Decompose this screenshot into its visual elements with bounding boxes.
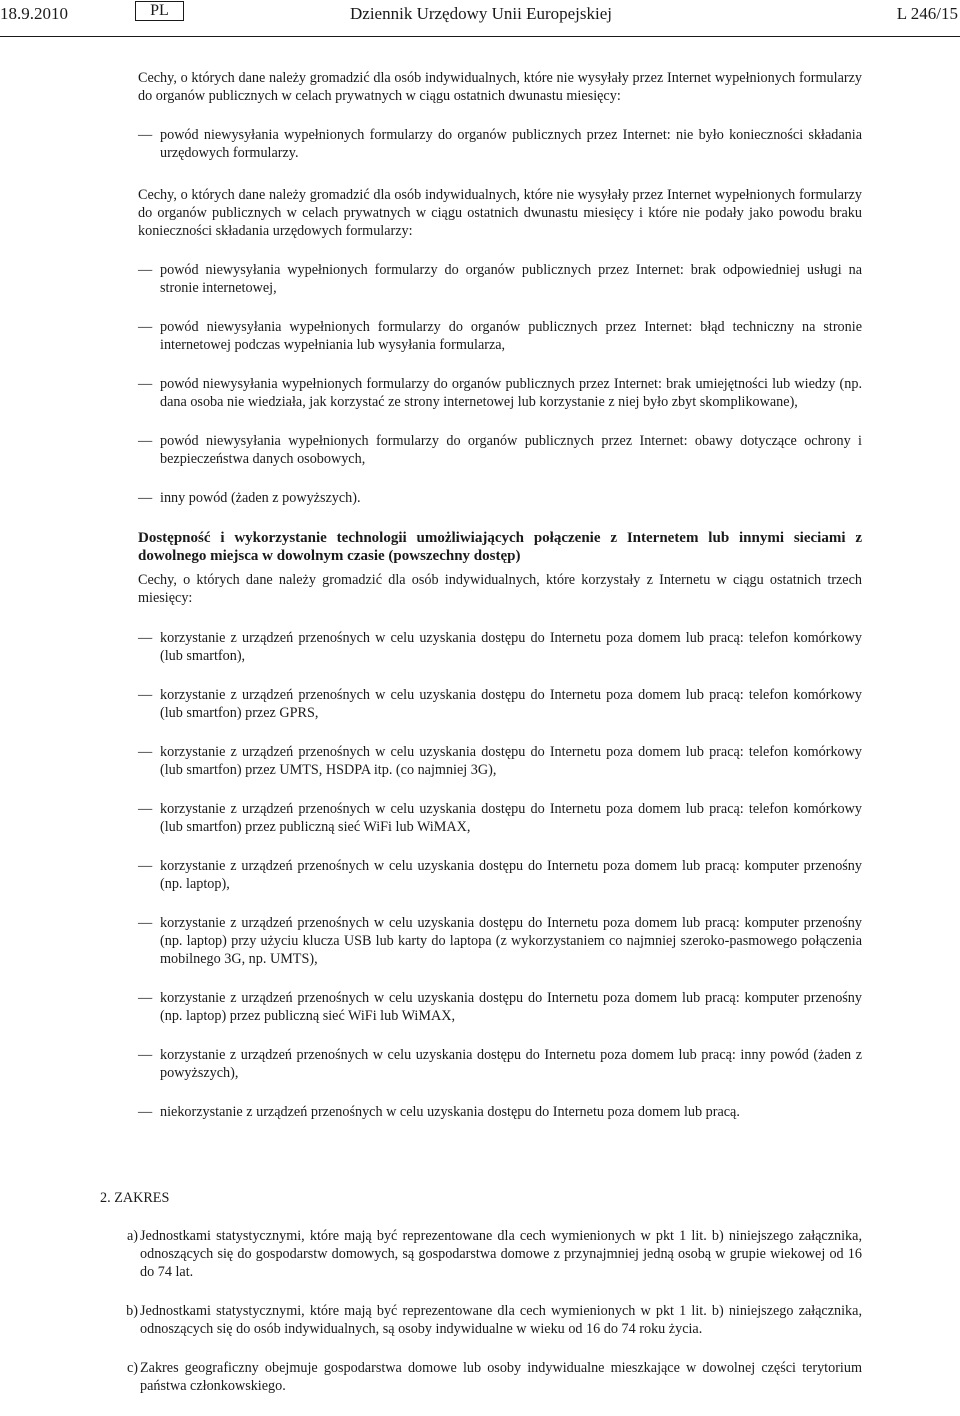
scope-item [100, 1227, 862, 1281]
list-item-text: korzystanie z urządzeń przenośnych w celu uzyskania dostępu do Internetu poza domem lub pracą: telefon komórkowy (lub smartfon) przez GPRS, [160, 687, 862, 721]
scope-item-text: Jednostkami statystycznymi, które mają być reprezentowane dla cech wymienionych w pkt 1 lit. b) niniejszego załącznika, odnoszących się do gospodarstw domowych, są gospodarstwa domowe z przynajmniej jedną osobą w grupie wiekowej od 16 do 74 lat. [140, 1228, 862, 1280]
list-item [138, 743, 862, 779]
dash-marker: — [138, 801, 153, 817]
list-item-text: niekorzystanie z urządzeń przenośnych w celu uzyskania dostępu do Internetu poza domem lub pracą. [160, 1104, 740, 1120]
dash-marker: — [138, 1104, 153, 1120]
dash-marker: — [138, 744, 153, 760]
list-item-text: korzystanie z urządzeń przenośnych w celu uzyskania dostępu do Internetu poza domem lub pracą: komputer przenośny (np. laptop) przy użyciu klucza USB lub karty do laptopa (z wykorzystaniem co najmniej szeroko-pasmowego połączenia mobilnego 3G, np. UMTS), [160, 915, 862, 967]
journal-title: Dziennik Urzędowy Unii Europejskiej [350, 4, 613, 23]
list-item-text: powód niewysyłania wypełnionych formularzy do organów publicznych przez Internet: nie było konieczności składania urzędowych formularzy. [160, 127, 862, 161]
dash-marker: — [138, 687, 153, 703]
list-item [138, 261, 862, 297]
section-heading: Dostępność i wykorzystanie technologii umożliwiających połączenie z Internetem lub innymi sieciami z dowolnego miejsca w dowolnym czasie (powszechny dostęp) [138, 530, 862, 564]
dash-marker: — [138, 127, 153, 143]
dash-marker: — [138, 376, 153, 392]
list-item [138, 857, 862, 893]
list-item [138, 432, 862, 468]
scope-item-label: b) [126, 1303, 138, 1319]
scope-item-label: a) [126, 1228, 138, 1244]
scope-item-text: Jednostkami statystycznymi, które mają być reprezentowane dla cech wymienionych w pkt 1 lit. b) niniejszego załącznika, odnoszących się do osób indywidualnych, są osoby indywidualne w wieku od 16 do 74 roku życia. [140, 1303, 862, 1337]
dash-marker: — [138, 490, 153, 506]
list-item-text: powód niewysyłania wypełnionych formularzy do organów publicznych przez Internet: błąd techniczny na stronie internetowej podczas wypełniania lub wysyłania formularza, [160, 319, 862, 353]
list-item-text: powód niewysyłania wypełnionych formularzy do organów publicznych przez Internet: obawy dotyczące ochrony i bezpieczeństwa danych osobowych, [160, 433, 862, 467]
publication-date: 18.9.2010 [0, 4, 68, 23]
dash-marker: — [138, 915, 153, 931]
list-item [138, 1103, 862, 1121]
list-item [138, 914, 862, 968]
list-item [138, 489, 862, 507]
list-item [138, 629, 862, 665]
scope-item-label: c) [126, 1360, 138, 1376]
dash-marker: — [138, 858, 153, 874]
list-item [138, 800, 862, 836]
dash-marker: — [138, 630, 153, 646]
block1-intro: Cechy, o których dane należy gromadzić dla osób indywidualnych, które nie wysyłały przez Internet wypełnionych formularzy do organów publicznych w celach prywatnych w ciągu ostatnich dwunastu miesięcy: [138, 70, 862, 104]
scope-item-text: Zakres geograficzny obejmuje gospodarstwa domowe lub osoby indywidualne mieszkające w dowolnej części terytorium państwa członkowskiego. [140, 1360, 862, 1394]
dash-marker: — [138, 262, 153, 278]
list-item-text: korzystanie z urządzeń przenośnych w celu uzyskania dostępu do Internetu poza domem lub pracą: komputer przenośny (np. laptop), [160, 858, 862, 892]
language-badge: PL [135, 1, 184, 21]
section-scope [100, 1189, 862, 1416]
list-item-text: korzystanie z urządzeń przenośnych w celu uzyskania dostępu do Internetu poza domem lub pracą: telefon komórkowy (lub smartfon) przez UMTS, HSDPA itp. (co najmniej 3G), [160, 744, 862, 778]
page-header [0, 0, 960, 36]
dash-marker: — [138, 1047, 153, 1063]
block3-intro: Cechy, o których dane należy gromadzić dla osób indywidualnych, które korzystały z Internetu w ciągu ostatnich trzech miesięcy: [138, 572, 862, 606]
page-number: L 246/15 [896, 4, 958, 23]
list-item-text: inny powód (żaden z powyższych). [160, 490, 361, 506]
list-item-text: korzystanie z urządzeń przenośnych w celu uzyskania dostępu do Internetu poza domem lub pracą: komputer przenośny (np. laptop) przez publiczną sieć WiFi lub WiMAX, [160, 990, 862, 1024]
section-title: 2. ZAKRES [100, 1190, 170, 1206]
list-item-text: korzystanie z urządzeń przenośnych w celu uzyskania dostępu do Internetu poza domem lub pracą: telefon komórkowy (lub smartfon) przez publiczną sieć WiFi lub WiMAX, [160, 801, 862, 835]
block2-intro: Cechy, o których dane należy gromadzić dla osób indywidualnych, które nie wysyłały przez Internet wypełnionych formularzy do organów publicznych w celach prywatnych w ciągu ostatnich dwunastu miesięcy i które nie podały jako powodu braku konieczności składania urzędowych formularzy: [138, 187, 862, 239]
dash-marker: — [138, 319, 153, 335]
list-item-text: powód niewysyłania wypełnionych formularzy do organów publicznych przez Internet: brak umiejętności lub wiedzy (np. dana osoba nie wiedziała, jak korzystać ze strony internetowej lub korzystanie z niej było zbyt skomplikowane), [160, 376, 862, 410]
list-item [138, 375, 862, 411]
dash-marker: — [138, 433, 153, 449]
dash-marker: — [138, 990, 153, 1006]
document-body [138, 69, 862, 1142]
list-item [138, 126, 862, 162]
list-item [138, 318, 862, 354]
list-item-text: korzystanie z urządzeń przenośnych w celu uzyskania dostępu do Internetu poza domem lub pracą: inny powód (żaden z powyższych), [160, 1047, 862, 1081]
list-item [138, 1046, 862, 1082]
list-item [138, 989, 862, 1025]
list-item [138, 686, 862, 722]
scope-item [100, 1302, 862, 1338]
list-item-text: korzystanie z urządzeń przenośnych w celu uzyskania dostępu do Internetu poza domem lub pracą: telefon komórkowy (lub smartfon), [160, 630, 862, 664]
scope-item [100, 1359, 862, 1395]
header-rule [0, 36, 960, 37]
list-item-text: powód niewysyłania wypełnionych formularzy do organów publicznych przez Internet: brak odpowiedniej usługi na stronie internetowej, [160, 262, 862, 296]
